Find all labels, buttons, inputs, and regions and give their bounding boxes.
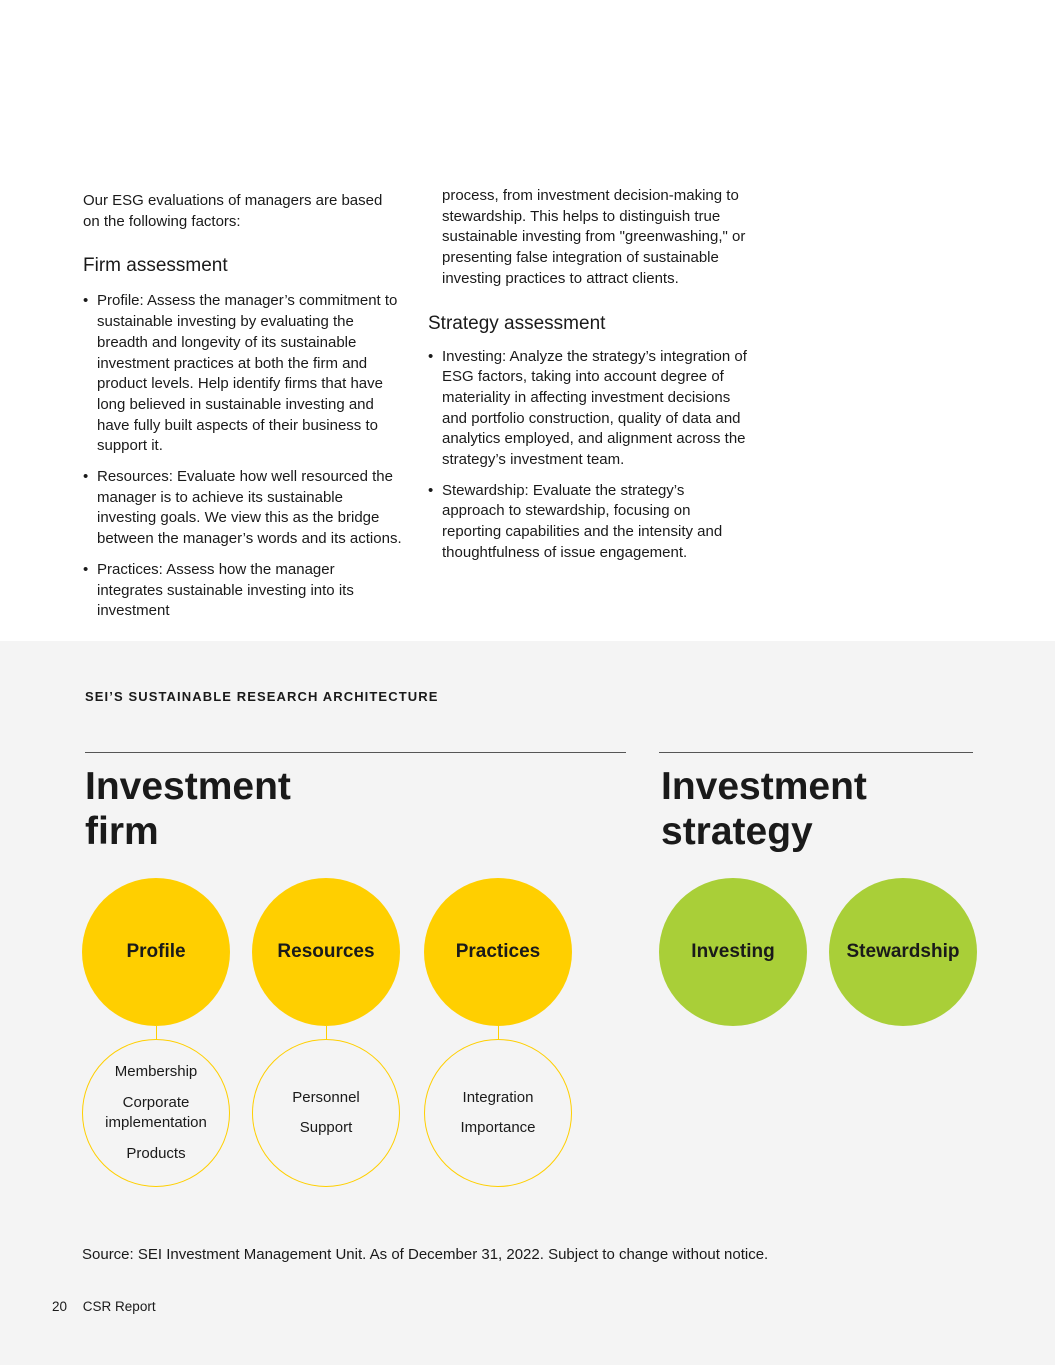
intro-paragraph: Our ESG evaluations of managers are based on the following factors: xyxy=(83,192,383,230)
investing-label: Investing xyxy=(691,941,775,962)
profile-detail-circle xyxy=(82,1039,230,1187)
resources-sub-personnel: Personnel xyxy=(292,1088,360,1106)
report-name: CSR Report xyxy=(82,1299,156,1314)
bullet-stewardship: • Stewardship: Evaluate the strategy’s approach to stewardship, focusing on reporting capabilities and the intensity and thoughtfulness of issue engagement. xyxy=(428,481,748,564)
practices-connector xyxy=(498,1026,500,1039)
profile-sub-corporate: Corporate implementation xyxy=(105,1093,207,1131)
bullet-profile: • Profile: Assess the manager’s commitment to sustainable investing by evaluating the breadth and longevity of its sustainable investment practices at both the firm and product levels. Help identify firms that have long believed in sustainable investing and have fully built aspects of their business to support it. xyxy=(83,291,403,457)
practices-continued: process, from investment decision-making to stewardship. This helps to distinguish true sustainable investing from "greenwashing," or presenting false integration of sustainable investing practices to attract clients. xyxy=(442,187,746,287)
page-number: 20 xyxy=(52,1299,68,1314)
firm-assessment-heading: Firm assessment xyxy=(83,255,228,277)
strategy-assessment-heading: Strategy assessment xyxy=(428,312,606,334)
strategy-title-line2: strategy xyxy=(661,810,813,853)
bullet-investing: • Investing: Analyze the strategy’s integration of ESG factors, taking into account degree of materiality in affecting investment decisions and portfolio construction, quality of data and analytics employed, and alignment across the strategy’s investment team. xyxy=(428,347,748,471)
profile-connector xyxy=(156,1026,158,1039)
stewardship-label: Stewardship xyxy=(846,941,960,962)
practices-sub-integration: Integration xyxy=(462,1088,534,1106)
investment-strategy-heading xyxy=(661,764,961,854)
practices-circle xyxy=(424,878,572,1026)
resources-sub-support: Support xyxy=(299,1119,353,1136)
resources-detail-circle xyxy=(252,1039,400,1187)
firm-title-line1: Investment xyxy=(85,765,291,808)
bullet-practices: • Practices: Assess how the manager integrates sustainable investing into its investment xyxy=(83,560,403,622)
firm-assessment-list xyxy=(83,291,403,622)
investing-circle xyxy=(659,878,807,1026)
profile-sub-products: Products xyxy=(126,1144,186,1162)
left-text-column xyxy=(83,191,403,632)
resources-connector xyxy=(326,1026,328,1039)
right-text-column xyxy=(428,186,748,574)
architecture-title: SEI’S SUSTAINABLE RESEARCH ARCHITECTURE xyxy=(85,689,439,704)
practices-label: Practices xyxy=(455,941,541,962)
source-note: Source: SEI Investment Management Unit. As of December 31, 2022. Subject to change without notice. xyxy=(82,1246,769,1263)
profile-label: Profile xyxy=(126,941,186,962)
page-footer xyxy=(52,1299,156,1314)
strategy-assessment-list xyxy=(428,347,748,564)
strategy-divider xyxy=(659,752,973,753)
bullet-resources: • Resources: Evaluate how well resourced the manager is to achieve its sustainable investing goals. We view this as the bridge between the manager’s words and its actions. xyxy=(83,467,403,550)
resources-circle xyxy=(252,878,400,1026)
practices-detail-circle xyxy=(424,1039,572,1187)
stewardship-circle xyxy=(829,878,977,1026)
strategy-title-line1: Investment xyxy=(661,765,867,808)
profile-circle xyxy=(82,878,230,1026)
investment-firm-heading xyxy=(85,764,385,854)
firm-divider xyxy=(85,752,626,753)
profile-sub-membership: Membership xyxy=(114,1063,198,1080)
resources-label: Resources xyxy=(277,941,375,962)
practices-sub-importance: Importance xyxy=(460,1119,536,1136)
firm-title-line2: firm xyxy=(85,810,159,853)
